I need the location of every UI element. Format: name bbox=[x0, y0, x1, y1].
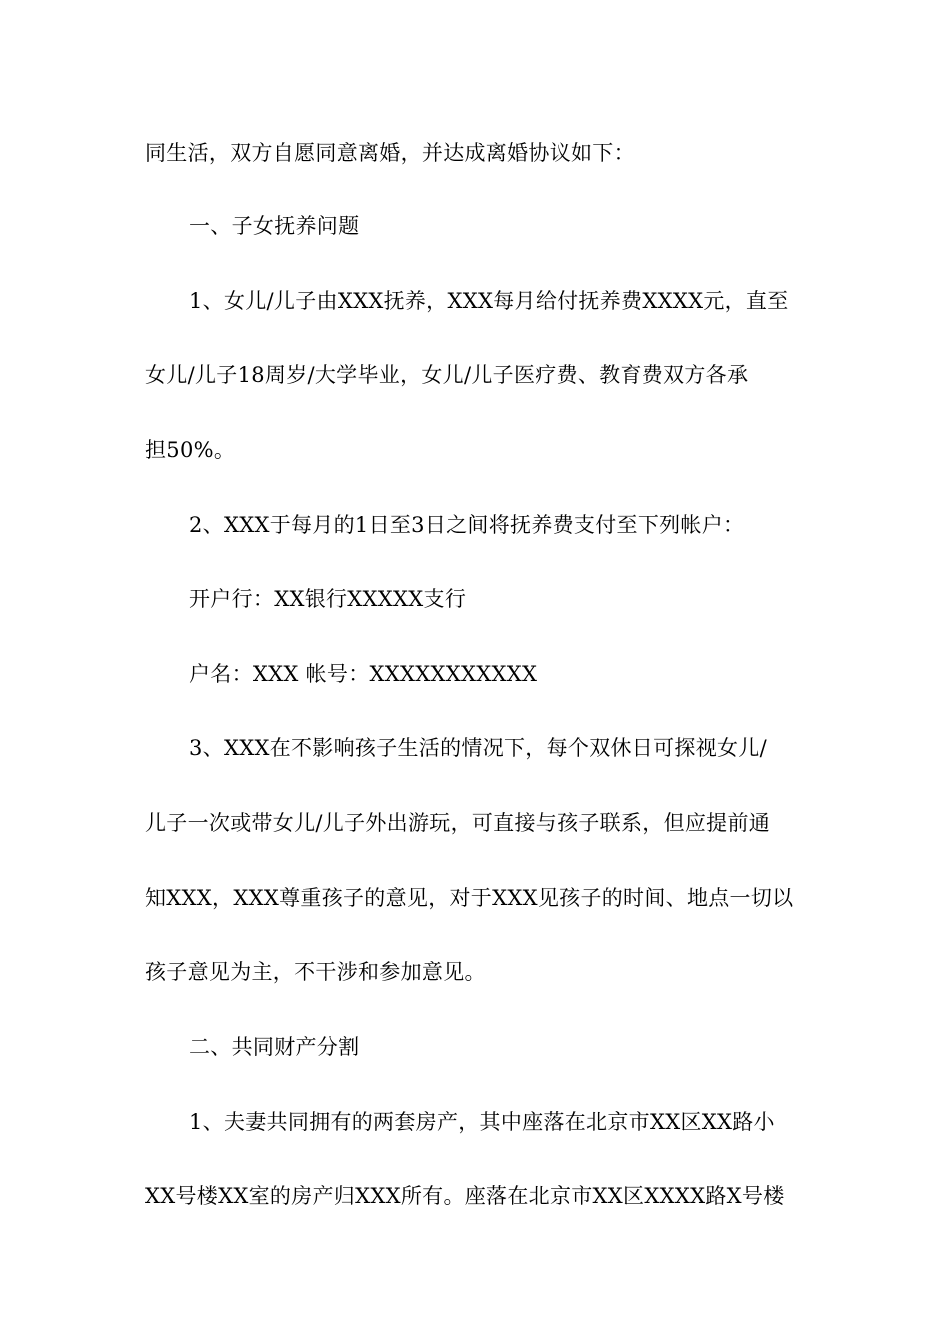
body-text-line: 孩子意见为主，不干涉和参加意见。 bbox=[145, 960, 486, 984]
section-heading-property: 二、共同财产分割 bbox=[189, 1035, 360, 1059]
section-heading-child-support: 一、子女抚养问题 bbox=[189, 214, 360, 238]
bank-name-line: 开户行：XX银行XXXXX支行 bbox=[189, 587, 467, 611]
body-text-line: XX号楼XX室的房产归XXX所有。座落在北京市XX区XXXX路X号楼 bbox=[145, 1184, 785, 1208]
clause-line: 1、夫妻共同拥有的两套房产，其中座落在北京市XX区XX路小 bbox=[189, 1110, 775, 1134]
clause-line: 1、女儿/儿子由XXX抚养，XXX每月给付抚养费XXXX元，直至 bbox=[189, 289, 789, 313]
body-text-line: 同生活，双方自愿同意离婚，并达成离婚协议如下： bbox=[145, 141, 635, 165]
clause-line: 2、XXX于每月的1日至3日之间将抚养费支付至下列帐户： bbox=[189, 513, 745, 537]
clause-line: 3、XXX在不影响孩子生活的情况下，每个双休日可探视女儿/ bbox=[189, 736, 767, 760]
body-text-line: 担50%。 bbox=[145, 438, 236, 462]
account-line: 户名：XXX 帐号：XXXXXXXXXXX bbox=[189, 662, 538, 686]
body-text-line: 知XXX，XXX尊重孩子的意见，对于XXX见孩子的时间、地点一切以 bbox=[145, 886, 794, 910]
body-text-line: 女儿/儿子18周岁/大学毕业，女儿/儿子医疗费、教育费双方各承 bbox=[145, 363, 749, 387]
body-text-line: 儿子一次或带女儿/儿子外出游玩，可直接与孩子联系，但应提前通 bbox=[145, 811, 771, 835]
